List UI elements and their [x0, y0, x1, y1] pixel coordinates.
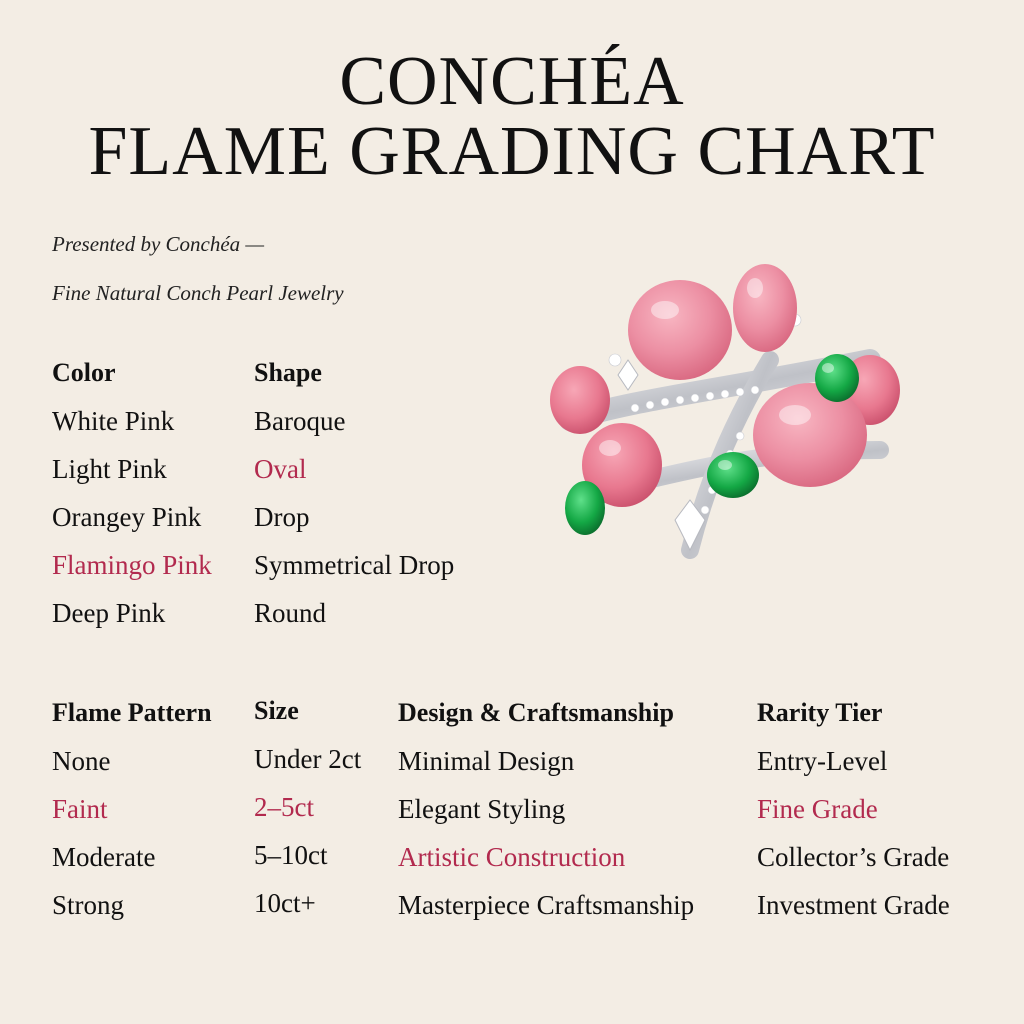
- color-item: Deep Pink: [52, 598, 166, 628]
- design-item: Minimal Design: [398, 746, 575, 776]
- subtitle-tagline: Fine Natural Conch Pearl Jewelry: [52, 281, 344, 305]
- brand-title: CONCHÉA: [339, 43, 685, 120]
- flame-pattern-item: Strong: [52, 890, 125, 920]
- color-column: [52, 358, 212, 646]
- conch-pearl-ring-icon: [540, 250, 920, 580]
- shape-column: [254, 358, 454, 646]
- color-item-highlighted: Flamingo Pink: [52, 550, 212, 580]
- shape-heading: Shape: [254, 358, 322, 387]
- rarity-column: [757, 698, 950, 938]
- design-item-highlighted: Artistic Construction: [398, 842, 626, 872]
- rarity-item: Entry-Level: [757, 746, 888, 776]
- flame-pattern-column: [52, 698, 212, 938]
- rarity-item: Investment Grade: [757, 890, 950, 920]
- size-item-highlighted: 2–5ct: [254, 792, 314, 822]
- size-heading: Size: [254, 696, 299, 725]
- chart-title: FLAME GRADING CHART: [88, 113, 936, 190]
- design-item: Masterpiece Craftsmanship: [398, 890, 695, 920]
- size-item: Under 2ct: [254, 744, 362, 774]
- rarity-item: Collector’s Grade: [757, 842, 950, 872]
- shape-item: Round: [254, 598, 327, 628]
- design-item: Elegant Styling: [398, 794, 566, 824]
- flame-pattern-item-highlighted: Faint: [52, 794, 108, 824]
- color-item: White Pink: [52, 406, 175, 436]
- rarity-item-highlighted: Fine Grade: [757, 794, 878, 824]
- shape-item: Drop: [254, 502, 310, 532]
- subtitle-presented-by: Presented by Conchéa —: [52, 232, 265, 256]
- color-heading: Color: [52, 358, 116, 387]
- shape-item: Symmetrical Drop: [254, 550, 455, 580]
- color-item: Light Pink: [52, 454, 167, 484]
- size-column: [254, 696, 361, 936]
- size-item: 5–10ct: [254, 840, 328, 870]
- size-item: 10ct+: [254, 888, 316, 918]
- rarity-heading: Rarity Tier: [757, 698, 883, 727]
- flame-pattern-item: Moderate: [52, 842, 156, 872]
- color-item: Orangey Pink: [52, 502, 202, 532]
- flame-pattern-heading: Flame Pattern: [52, 698, 212, 727]
- shape-item-highlighted: Oval: [254, 454, 307, 484]
- flame-pattern-item: None: [52, 746, 111, 776]
- shape-item: Baroque: [254, 406, 346, 436]
- design-heading: Design & Craftsmanship: [398, 698, 674, 727]
- design-column: [398, 698, 694, 938]
